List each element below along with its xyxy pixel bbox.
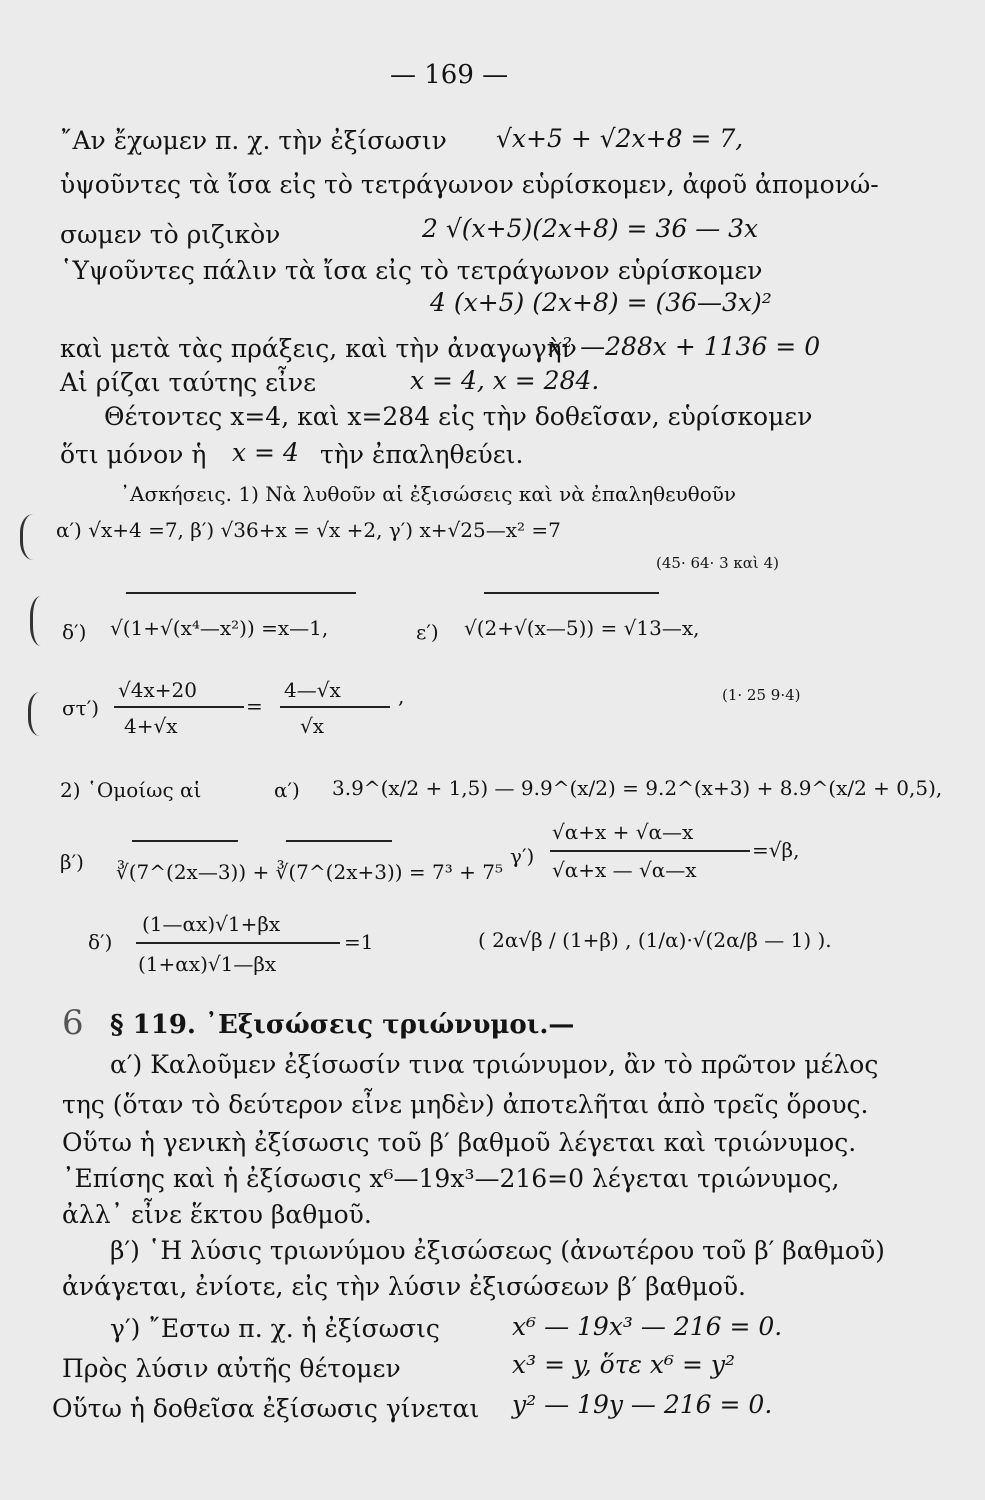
intro-equation-9: x = 4 [232, 438, 299, 467]
page-number: — 169 — [390, 60, 509, 90]
radical-bar-b1 [132, 840, 238, 842]
pencil-mark-3 [28, 692, 57, 736]
exercise-2g-denominator: √α+x — √α—x [552, 858, 697, 882]
exercise-2g-label: γ′) [510, 844, 535, 868]
intro-equation-1: √x+5 + √2x+8 = 7, [496, 124, 744, 153]
exercises-heading: ᾿Ασκήσεις. 1) Νὰ λυθοῦν αἱ ἐξισώσεις καὶ νὰ ἐπαληθευθοῦν [120, 482, 737, 506]
exercise-1st-equals: = [246, 694, 263, 718]
exercise-2a: 3.9^(x/2 + 1,5) — 9.9^(x/2) = 9.2^(x+3) + 8.9^(x/2 + 0,5), [332, 776, 943, 800]
intro-equation-3: 2 √(x+5)(2x+8) = 36 — 3x [422, 214, 759, 243]
intro-line-7: Αἱ ρίζαι ταύτης εἶνε [60, 368, 317, 397]
intro-equation-5: 4 (x+5) (2x+8) = (36—3x)² [430, 288, 772, 317]
intro-equation-7: x = 4, x = 284. [410, 366, 600, 395]
exercise-1st-numerator: √4x+20 [118, 678, 197, 702]
intro-line-4: ῾Υψοῦντες πάλιν τὰ ἴσα εἰς τὸ τετράγωνον εὑρίσκομεν [60, 256, 763, 285]
section-equation-8: x⁶ — 19x³ — 216 = 0. [512, 1312, 783, 1341]
section-paragraph-5: ἀλλ᾿ εἶνε ἕκτου βαθμοῦ. [62, 1200, 372, 1229]
pencil-mark-1 [20, 514, 53, 560]
fraction-bar-st-2 [280, 706, 390, 708]
fraction-bar-g [550, 850, 750, 852]
radical-bar-b2 [286, 840, 392, 842]
section-paragraph-6: β′) ῾Η λύσις τριωνύμου ἐξισώσεως (ἀνωτέρου τοῦ β′ βαθμοῦ) [110, 1236, 885, 1265]
section-paragraph-2: της (ὅταν τὸ δεύτερον εἶνε μηδὲν) ἀποτελῆται ἀπὸ τρεῖς ὅρους. [62, 1090, 869, 1119]
exercise-1a: α′) √x+4 =7, β′) √36+x = √x +2, γ′) x+√25—x² =7 [56, 518, 561, 542]
intro-equation-6: x² —288x + 1136 = 0 [548, 332, 821, 361]
radical-bar-d [126, 592, 356, 594]
exercise-1st-numerator-2: 4—√x [284, 678, 341, 702]
section-paragraph-10: Οὕτω ἡ δοθεῖσα ἐξίσωσις γίνεται [52, 1394, 480, 1423]
exercise-2b: ∛(7^(2x—3)) + ∛(7^(2x+3)) = 7³ + 7⁵ [116, 860, 503, 884]
intro-line-9-end: τὴν ἐπαληθεύει. [320, 440, 524, 469]
exercise-2-label: 2) ῾Ομοίως αἱ [60, 778, 202, 802]
exercise-1d: √(1+√(x⁴—x²)) =x—1, [110, 616, 329, 640]
fraction-bar-dd [136, 942, 340, 944]
exercise-1st-label: στ′) [62, 696, 100, 720]
intro-line-2: ὑψοῦντες τὰ ἴσα εἰς τὸ τετράγωνον εὑρίσκομεν, ἀφοῦ ἀπομονώ- [60, 170, 879, 199]
radical-bar-e [484, 592, 659, 594]
intro-line-9: ὅτι μόνον ἡ [60, 440, 207, 469]
intro-line-8: Θέτοντες x=4, καὶ x=284 εἰς τὴν δοθεῖσαν, εὑρίσκομεν [104, 402, 813, 431]
exercise-1d-label: δ′) [62, 620, 87, 644]
exercise-2d-answer: ( 2α√β / (1+β) , (1/α)·√(2α/β — 1) ). [478, 928, 832, 952]
exercise-2a-label: α′) [274, 778, 300, 802]
exercise-1st-comma: , [398, 684, 405, 708]
section-paragraph-3: Οὕτω ἡ γενικὴ ἐξίσωσις τοῦ β′ βαθμοῦ λέγεται καὶ τριώνυμος. [62, 1128, 857, 1157]
pencil-mark-2 [30, 596, 57, 646]
exercise-1st-denominator-2: √x [300, 714, 325, 738]
exercise-1st-denominator: 4+√x [124, 714, 178, 738]
exercise-2d-numerator: (1—αx)√1+βx [142, 912, 281, 936]
exercise-2g-rhs: =√β, [752, 838, 800, 862]
section-paragraph-9: Πρὸς λύσιν αὐτῆς θέτομεν [62, 1354, 401, 1383]
exercise-1e-label: ε′) [416, 620, 439, 644]
intro-line-3: σωμεν τὸ ριζικὸν [60, 220, 281, 249]
exercise-1a-answer: (45· 64· 3 καὶ 4) [656, 554, 779, 572]
exercise-2d-label: δ′) [88, 930, 113, 954]
section-equation-10: y² — 19y — 216 = 0. [512, 1390, 773, 1419]
exercise-2b-label: β′) [60, 850, 84, 874]
margin-pencil-mark: 6 [62, 1003, 84, 1043]
section-paragraph-7: ἀνάγεται, ἐνίοτε, εἰς τὴν λύσιν ἐξισώσεων β′ βαθμοῦ. [62, 1272, 747, 1301]
section-title: § 119. ᾿Εξισώσεις τριώνυμοι.— [110, 1010, 575, 1040]
intro-line-1: ῎Αν ἔχωμεν π. χ. τὴν ἐξίσωσιν [60, 126, 447, 155]
section-paragraph-1: α′) Καλοῦμεν ἐξίσωσίν τινα τριώνυμον, ἂν τὸ πρῶτον μέλος [110, 1050, 879, 1079]
exercise-2d-rhs: =1 [344, 930, 374, 954]
exercise-1e: √(2+√(x—5)) = √13—x, [464, 616, 700, 640]
fraction-bar-st-1 [114, 706, 244, 708]
section-paragraph-8: γ′) ῎Εστω π. χ. ἡ ἐξίσωσις [110, 1314, 440, 1343]
section-equation-9: x³ = y, ὅτε x⁶ = y² [512, 1350, 736, 1379]
intro-line-6: καὶ μετὰ τὰς πράξεις, καὶ τὴν ἀναγωγὴν [60, 334, 577, 363]
exercise-2d-denominator: (1+αx)√1—βx [138, 952, 277, 976]
exercise-1st-answer: (1· 25 9·4) [722, 686, 801, 704]
exercise-2g-numerator: √α+x + √α—x [552, 820, 694, 844]
section-paragraph-4: ᾿Επίσης καὶ ἡ ἐξίσωσις x⁶—19x³—216=0 λέγεται τριώνυμος, [62, 1164, 840, 1193]
